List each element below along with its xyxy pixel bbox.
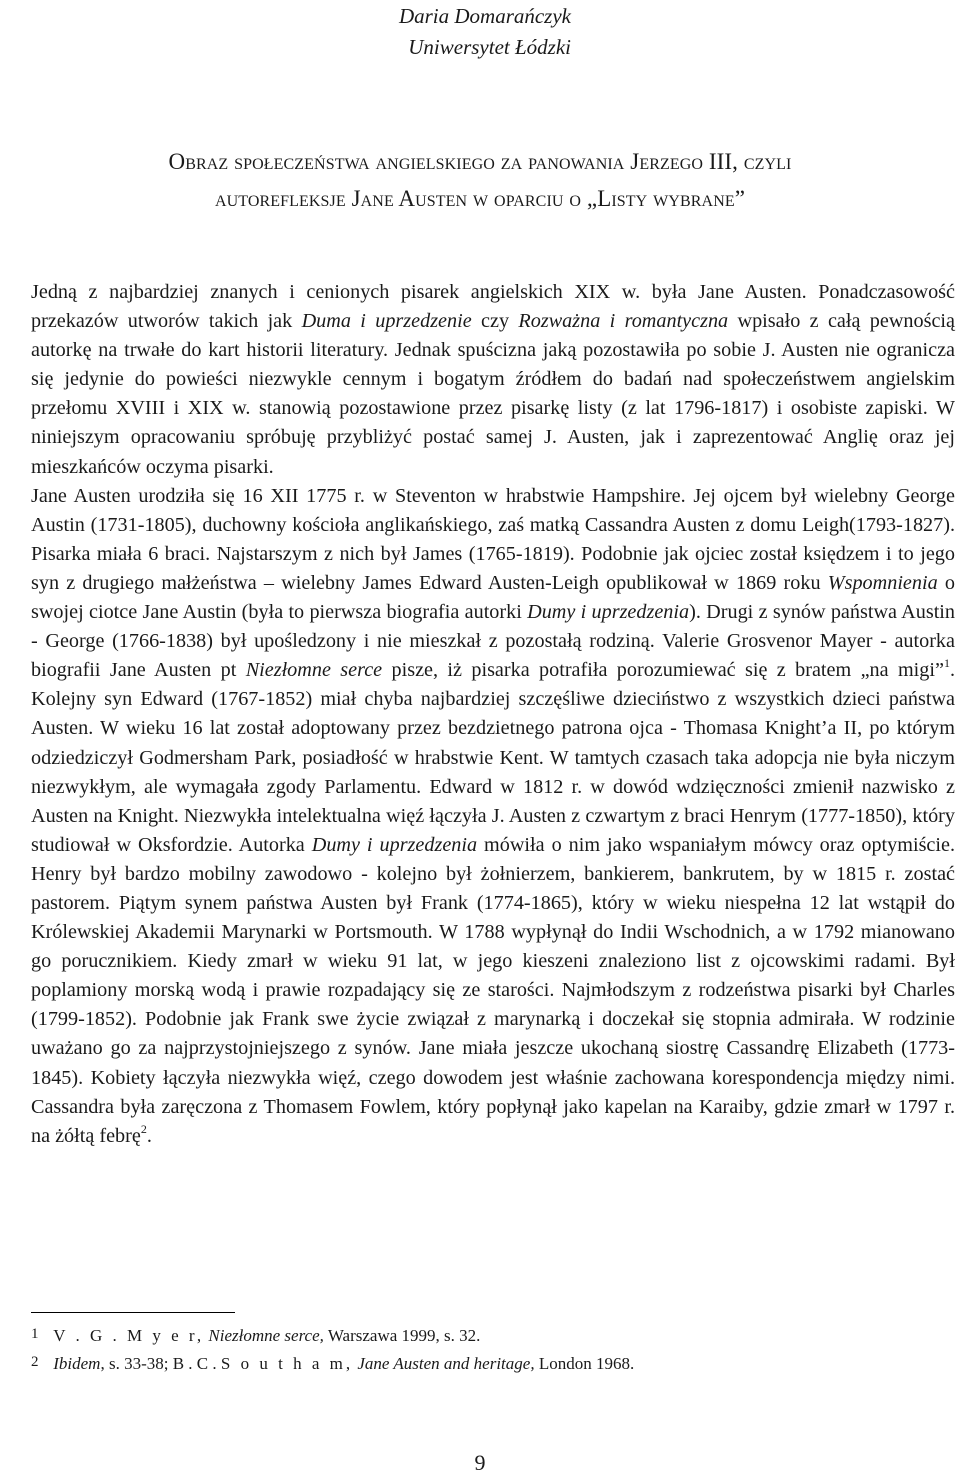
- author-name: Daria Domarańczyk: [398, 4, 571, 28]
- text-run: Jedną z najbardziej znanych i cenionych pisarek angielskich XIX w. była Jane Austen. Ponadczasowość przekazów utworów takich jak: [31, 281, 955, 333]
- footnotes: [31, 1312, 931, 1377]
- footnote-number: 1: [31, 1326, 39, 1342]
- footnote-ibidem: Ibidem: [53, 1354, 101, 1373]
- footnote-ref-2[interactable]: 2: [140, 1121, 147, 1136]
- text-run: . Kolejny syn Edward (1767-1852) miał chyba najbardziej szczęśliwe dzieciństwo z wszystkich dzieci państwa Austen. W wieku 16 lat został adoptowany przez bezdzietnego patrona ojca - Thomasa Knight’a II, po którym odziedziczył Godmersham Park, posiadłość w hrabstwie Kent. W tamtych czasach taka adopcja nie była niczym niezwykłym, ale wymagała zgody Parlamentu. Edward w 1812 r. w dowód wdzięczności zmienił nazwisko z Austen na Knight. Niezwykła intelektualna więź łączyła J. Austen z czwartym z braci Henrym (1777-1850), który studiował w Oksfordzie. Autorka: [31, 659, 955, 856]
- italic-work-title: Duma i uprzedzenie: [301, 310, 472, 333]
- author-affiliation: Uniwersytet Łódzki: [408, 35, 571, 59]
- footnote-rest: Warszawa 1999, s. 32.: [323, 1326, 481, 1345]
- footnote-title: Jane Austen and heritage,: [357, 1354, 535, 1373]
- footnote-1: [31, 1321, 931, 1349]
- title-line-1: Obraz społeczeństwa angielskiego za panowania Jerzego III, czyli: [168, 149, 792, 174]
- footnote-2: [31, 1349, 931, 1377]
- footnote-author: S o u t h a m,: [220, 1354, 354, 1373]
- italic-work-title: Niezłomne serce: [245, 659, 383, 682]
- paper-title: [0, 143, 960, 217]
- author-block: [399, 0, 571, 63]
- italic-work-title: Dumy i uprzedzenia: [527, 601, 690, 624]
- italic-work-title: Rozważna i romantyczna: [518, 310, 729, 333]
- text-run: mówiła o nim jako wspaniałym mówcy oraz optymiście. Henry był bardzo mobilny zawodowo - kolejno był żołnierzem, bankierem, bankrutem, by w 1815 r. zostać pastorem. Piątym synem państwa Austen był Frank (1774-1865), który w wieku niespełna 12 lat wstąpił do Królewskiej Akademii Marynarki w Portsmouth. W 1788 wypłynął do Indii Wschodnich, a w 1792 mianowano go porucznikiem. Kiedy zmarł w wieku 91 lat, w jego kieszeni znaleziono list z ojcowskimi radami. Był poplamiony morską wodą i prawie rozpadający się ze starości. Najmłodszym z rodzeństwa pisarki był Charles (1799-1852). Podobnie jak Frank swe życie związał z marynarką i doczekał się stopnia admirała. W rodzinie uważano go za najprzystojniejszego z synów. Jane miała jeszcze ukochaną siostrę Cassandrę Elizabeth (1773-1845). Kobiety łączyła niezwykła więź, czego dowodem jest właśnie zachowana korespondencja między nimi. Cassandra była zaręczona z Thomasem Fowlem, który popłynął jako kapelan na Karaiby, gdzie zmarł w 1797 r. na żółtą febrę: [31, 833, 956, 1147]
- text-run: pisze, iż pisarka potrafiła porozumiewać się z bratem „na migi”: [382, 659, 944, 682]
- footnote-ref-1[interactable]: 1: [943, 656, 950, 671]
- italic-work-title: Dumy i uprzedzenia: [311, 833, 478, 856]
- footnote-number: 2: [31, 1354, 39, 1370]
- text-run: Jane Austen urodziła się 16 XII 1775 r. w Steventon w hrabstwie Hampshire. Jej ojcem był wielebny George Austin (1731-1805), duchowny kościoła anglikańskiego, zaś matką Cassandra Austen z domu Leigh(1793-1827). Pisarka miała 6 braci. Najstarszym z nich był James (1765-1819). Podobnie jak ojciec został księdzem i to jego syn z drugiego małżeństwa – wielebny James Edward Austen-Leigh opublikował w 1869 roku: [31, 484, 955, 594]
- paragraph-1: [31, 278, 955, 482]
- text-run: ). Drugi z synów państwa Austin - George (1766-1838) był upośledzony i nie mieszkał z pozostałą rodziną. Valerie Grosvenor Mayer - autorka biografii Jane Austen pt: [31, 601, 956, 682]
- body-text: [31, 278, 955, 1151]
- text-run: wpisało z całą pewnością autorkę na trwałe do kart historii literatury. Jednak spuścizna jaką pozostawiła po sobie J. Austen nie ogranicza się jedynie do powieści niezwykle cennym i bogatym źródłem do badań nad społeczeństwem angielskim przełomu XVIII i XIX w. stanowią pozostawione przez pisarkę listy (z lat 1796-1817) i osobiste zapiski. W niniejszym opracowaniu spróbuję przybliżyć postać samej J. Austen, jak i zaprezentować Anglię oraz jej mieszkańców oczyma pisarki.: [31, 310, 955, 478]
- footnote-divider: [31, 1312, 235, 1313]
- text-run: czy: [471, 310, 519, 333]
- footnote-author: V . G . M y e r,: [53, 1326, 205, 1345]
- title-line-2: autorefleksje Jane Austen w oparciu o „Listy wybrane”: [214, 186, 746, 211]
- footnote-rest: , s. 33-38; B . C .: [100, 1354, 221, 1373]
- text-run: o swojej ciotce Jane Austin (była to pierwsza biografia autorki: [31, 571, 955, 624]
- footnote-title: Niezłomne serce,: [208, 1326, 324, 1345]
- paragraph-2: [31, 482, 955, 1151]
- italic-work-title: Wspomnienia: [827, 571, 938, 594]
- page-number: 9: [474, 1450, 486, 1475]
- text-run: .: [146, 1124, 152, 1147]
- footnote-rest: London 1968.: [534, 1354, 635, 1373]
